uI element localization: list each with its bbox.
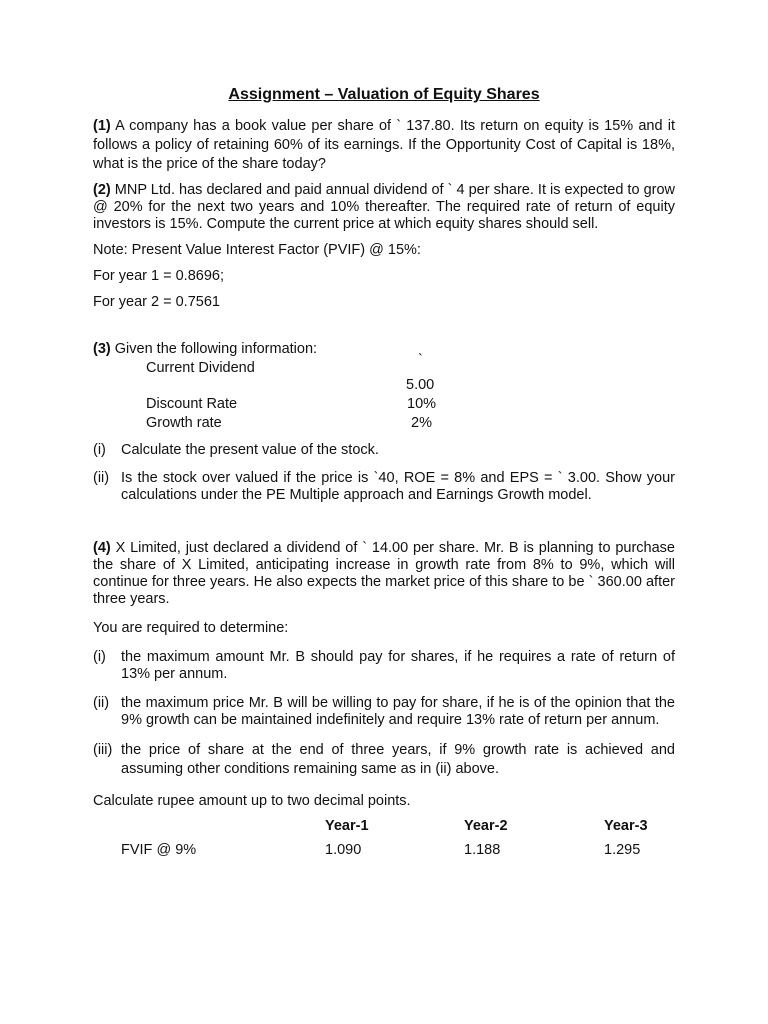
sub-question-text: Calculate the present value of the stock. xyxy=(121,442,379,458)
info-value-discount-rate: 10% xyxy=(407,396,437,412)
fvif-value-year-1: 1.090 xyxy=(325,841,362,858)
fvif-table xyxy=(93,814,648,862)
fvif-header-year-2: Year-2 xyxy=(464,817,508,834)
pvif-year-1: For year 1 = 0.8696; xyxy=(93,268,224,284)
sub-question-number: (i) xyxy=(93,649,106,665)
question-4 xyxy=(93,540,675,608)
calculation-note: Calculate rupee amount up to two decimal points. xyxy=(93,793,411,809)
fvif-row-label: FVIF @ 9% xyxy=(121,841,197,858)
info-label-growth-rate: Growth rate xyxy=(146,415,222,431)
sub-question-text: the maximum amount Mr. B should pay for shares, if he requires a rate of return of 13% per annum. xyxy=(121,649,675,682)
fvif-value-row xyxy=(93,838,648,862)
info-value-growth-rate: 2% xyxy=(411,415,432,431)
sub-question xyxy=(93,695,675,729)
fvif-value-year-3: 1.295 xyxy=(604,841,641,858)
info-value-current-dividend: 5.00 xyxy=(406,377,435,393)
sub-question-text: Is the stock over valued if the price is `40, ROE = 8% and EPS = ` 3.00. Show your calculations under the PE Multiple approach and Earnings Growth model. xyxy=(121,470,675,503)
sub-question xyxy=(93,649,675,683)
question-3 xyxy=(93,341,675,358)
given-information-table xyxy=(93,352,675,440)
question-text: MNP Ltd. has declared and paid annual dividend of ` 4 per share. It is expected to grow @ 20% for the next two years and 10% thereafter. The required rate of return of equity investors is 15%. Compute the current price at which equity shares should sell. xyxy=(93,182,675,232)
question-number: (2) xyxy=(93,182,111,198)
sub-question xyxy=(93,470,675,504)
sub-question xyxy=(93,442,675,459)
sub-question xyxy=(93,741,675,779)
required-intro: You are required to determine: xyxy=(93,620,289,636)
question-1 xyxy=(93,117,675,174)
question-text: X Limited, just declared a dividend of ` 14.00 per share. Mr. B is planning to purchase the share of X Limited, anticipating increase in growth rate from 8% to 9%, which will continue for three years. He also expects the market price of this share to be ` 360.00 after three years. xyxy=(93,540,675,607)
fvif-header-year-3: Year-3 xyxy=(604,817,648,834)
assignment-page xyxy=(93,86,675,862)
question-number: (3) xyxy=(93,341,111,357)
pvif-year-2: For year 2 = 0.7561 xyxy=(93,294,220,310)
info-label-discount-rate: Discount Rate xyxy=(146,396,238,412)
sub-question-number: (ii) xyxy=(93,695,110,711)
question-number: (1) xyxy=(93,118,111,134)
sub-question-text: the price of share at the end of three years, if 9% growth rate is achieved and assuming other conditions remaining same as in (ii) above. xyxy=(121,742,675,777)
info-label-current-dividend: Current Dividend xyxy=(146,360,255,376)
fvif-header-year-1: Year-1 xyxy=(325,817,369,834)
pvif-note: Note: Present Value Interest Factor (PVIF) @ 15%: xyxy=(93,242,421,258)
fvif-value-year-2: 1.188 xyxy=(464,841,501,858)
rupee-symbol: ` xyxy=(418,352,423,368)
question-2 xyxy=(93,182,675,233)
question-number: (4) xyxy=(93,540,111,556)
sub-question-number: (iii) xyxy=(93,742,113,758)
page-title: Assignment – Valuation of Equity Shares xyxy=(228,86,540,103)
fvif-header-row xyxy=(93,814,648,838)
sub-question-number: (i) xyxy=(93,442,106,458)
sub-question-number: (ii) xyxy=(93,470,110,486)
question-text: A company has a book value per share of ` 137.80. Its return on equity is 15% and it follows a policy of retaining 60% of its earnings. If the Opportunity Cost of Capital is 18%, what is the price of the share today? xyxy=(93,118,675,172)
sub-question-text: the maximum price Mr. B will be willing to pay for share, if he is of the opinion that the 9% growth can be maintained indefinitely and require 13% rate of return per annum. xyxy=(121,695,675,728)
question-intro: Given the following information: xyxy=(114,341,318,357)
